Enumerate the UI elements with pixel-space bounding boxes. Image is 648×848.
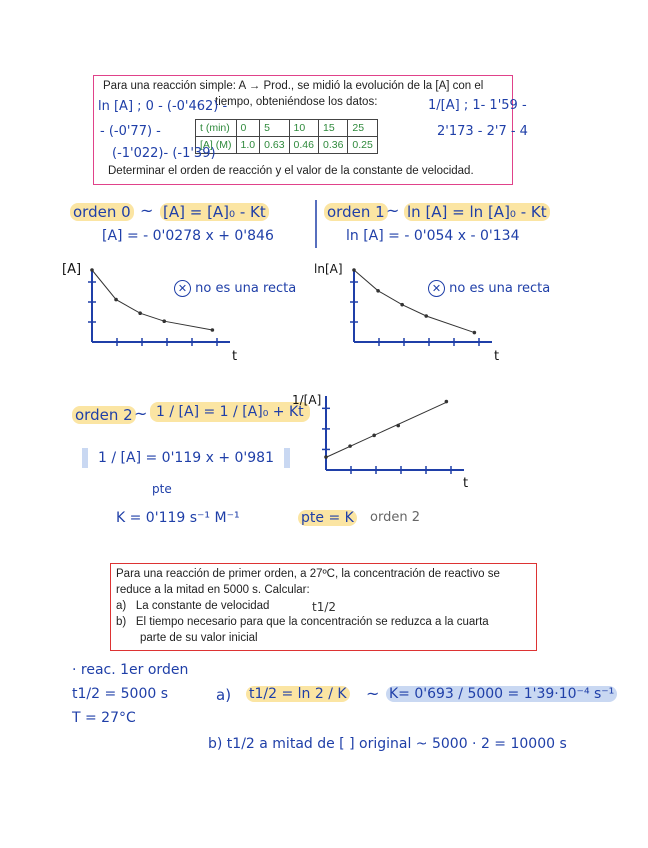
cross-circle-icon: ✕	[174, 280, 191, 297]
orden1-title-text: orden 1	[324, 203, 388, 221]
orden2-eq-right: + Kt	[272, 404, 304, 420]
orden0-title-text: orden 0	[70, 203, 134, 221]
table-cell: 0.63	[260, 137, 289, 154]
orden0-equation-text: [A] = [A]₀ - Kt	[160, 203, 269, 221]
orden0-fit: [A] = - 0'0278 x + 0'846	[102, 228, 274, 244]
part-a-tilde: ~	[366, 684, 380, 703]
orden1-fit: ln [A] = - 0'054 x - 0'134	[346, 228, 520, 244]
temperature: T = 27°C	[72, 710, 136, 726]
orden2-equation: 1 / [A] = 1 / [A]₀ + Kt	[150, 402, 310, 422]
orden2-K: K = 0'119 s⁻¹ M⁻¹	[116, 510, 240, 526]
graph1-xlabel: t	[494, 349, 500, 364]
table-cell: 10	[289, 120, 318, 137]
orden2-pte: pte	[152, 482, 172, 496]
table-cell: 0	[236, 120, 260, 137]
data-point	[445, 400, 449, 404]
problem1-line2: tiempo, obteniéndose los datos:	[215, 96, 378, 108]
table-header: t (min)	[196, 120, 237, 137]
problem1-question: Determinar el orden de reacción y el valor de la constante de velocidad.	[108, 165, 474, 177]
orden2-eq-mid: 1 / [A]₀	[219, 404, 269, 420]
graph2-ylabel: 1/[A]	[292, 393, 322, 407]
data-point	[348, 444, 352, 448]
part-a-formula	[246, 686, 350, 702]
part-b-text: b) t1/2 a mitad de [ ] original ~ 5000 · 2 = 10000 s	[208, 736, 567, 752]
ln-values-a: ln [A] ; 0 - (-0'462) -	[98, 99, 228, 114]
part-a-result-text: K= 0'693 / 5000 = 1'39·10⁻⁴ s⁻¹	[386, 686, 617, 702]
reac-order: · reac. 1er orden	[72, 662, 189, 678]
orden2-tilde: ~	[134, 404, 148, 423]
item-b-text1: El tiempo necesario para que la concentración se reduzca a la cuarta	[135, 616, 489, 628]
table-cell: 0.46	[289, 137, 318, 154]
item-b-letter: b)	[116, 616, 127, 628]
graph1-ylabel: ln[A]	[314, 262, 343, 276]
orden2-conclusion: orden 2	[370, 510, 420, 525]
orden1-equation-text: ln [A] = ln [A]₀ - Kt	[404, 203, 550, 221]
orden2-fit-right: = 0'119 x + 0'981	[145, 450, 274, 466]
inv-values-b: 2'173 - 2'7 - 4	[437, 124, 528, 139]
fit-line	[326, 402, 446, 457]
problem2-item-b	[116, 616, 489, 628]
table-header: [A] (M)	[196, 137, 237, 154]
part-a-formula-text: t1/2 = ln 2 / K	[246, 686, 350, 702]
problem2-item-b2: parte de su valor inicial	[140, 632, 258, 644]
graph0-note-text: no es una recta	[195, 281, 297, 296]
ln-values-c: (-1'022)- (-1'39)	[112, 146, 216, 161]
table-cell: 5	[260, 120, 289, 137]
orden2-eq-left: 1 / [A]	[156, 404, 200, 420]
t12-value: t1/2 = 5000 s	[72, 686, 169, 702]
graph2-xlabel: t	[463, 476, 469, 491]
graph0-xlabel: t	[232, 349, 238, 364]
orden2-conclusion-hl-text: pte = K	[298, 510, 357, 526]
item-a-text: La constante de velocidad	[135, 600, 270, 612]
table-cell: 15	[318, 120, 347, 137]
orden0-tilde: ~	[140, 201, 154, 220]
problem2-line1: Para una reacción de primer orden, a 27ºC, la concentración de reactivo se	[116, 568, 500, 580]
orden2-title-text: orden 2	[72, 406, 136, 424]
table-cell: 0.25	[348, 137, 377, 154]
item-a-letter: a)	[116, 600, 127, 612]
table-cell: 1.0	[236, 137, 260, 154]
graph1-note-text: no es una recta	[449, 281, 551, 296]
orden2-fit-left: 1 / [A]	[98, 450, 142, 466]
cross-circle-icon: ✕	[428, 280, 445, 297]
table-cell: 25	[348, 120, 377, 137]
problem2-annot-t12: t1/2	[312, 600, 337, 614]
orden1-tilde: ~	[386, 201, 400, 220]
ln-values-b: - (-0'77) -	[100, 124, 161, 139]
graph0-ylabel: [A]	[62, 262, 82, 277]
data-point	[324, 455, 328, 459]
data-point	[372, 434, 376, 438]
problem2-item-a	[116, 600, 269, 612]
problem1-line1: Para una reacción simple: A → Prod., se midió la evolución de la [A] con el	[103, 80, 484, 92]
table-cell: 0.36	[318, 137, 347, 154]
part-a-label: a)	[216, 686, 232, 704]
problem2-line2: reduce a la mitad en 5000 s. Calcular:	[116, 584, 310, 596]
part-a-result	[386, 686, 617, 702]
data-point	[396, 424, 400, 428]
inv-values-a: 1/[A] ; 1- 1'59 -	[428, 98, 527, 113]
